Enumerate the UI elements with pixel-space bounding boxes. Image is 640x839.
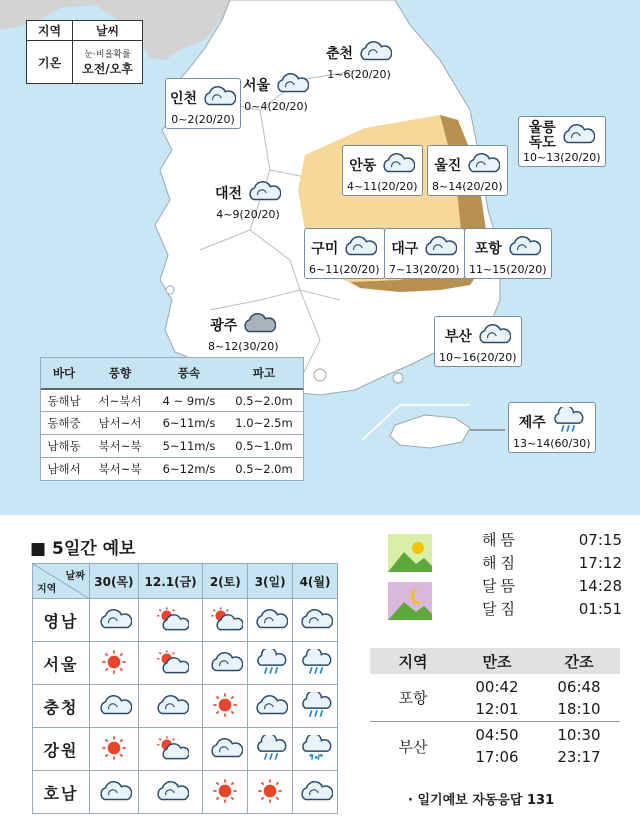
sea-row (41, 388, 303, 411)
forecast-cell (293, 599, 338, 642)
city-name: 부산 (444, 329, 472, 345)
forecast-row (33, 771, 338, 814)
tide-high-time: 04:50 (475, 726, 519, 744)
astro-panel (386, 528, 626, 620)
sea-cell: 남해서 (47, 462, 81, 476)
city-name: 제주 (518, 415, 546, 431)
forecast-cell (138, 599, 203, 642)
sun-landscape-icon (388, 534, 432, 572)
sea-cell: 남해동 (47, 439, 81, 453)
forecast-corner (33, 564, 90, 599)
cloudy-icon (252, 621, 288, 635)
cloudy-icon (341, 233, 377, 263)
sea-cell: 4 ~ 9m/s (162, 393, 216, 408)
forecast-cell (90, 642, 139, 685)
city-temp-range: 13~14 (513, 437, 551, 450)
island (393, 373, 403, 383)
astro-label: 달짐 (482, 600, 519, 618)
sea-cell: 동해남 (47, 393, 81, 408)
cloudy-icon (464, 150, 500, 180)
city-gwangju (208, 310, 279, 353)
tide-header (370, 648, 620, 674)
sea-cell: 1.0~2.5m (235, 416, 293, 430)
forecast-day-header: 4(월) (293, 564, 338, 599)
legend-weather-label: 날씨 (95, 24, 120, 38)
cloudy-icon (153, 707, 189, 721)
forecast-day-header: 3(일) (248, 564, 293, 599)
cloudy-icon (96, 621, 132, 635)
island (166, 286, 174, 294)
partly-sunny-icon (153, 621, 189, 635)
city-name-line: 독도 (528, 135, 556, 151)
cloudy-icon (200, 83, 236, 113)
city-temp (326, 68, 392, 81)
city-precip-prob: (20/20) (560, 151, 601, 164)
rain-icon (549, 407, 585, 437)
cloudy-icon (475, 321, 511, 351)
sea-row (41, 411, 303, 434)
forecast-cell (248, 685, 293, 728)
sea-cell: 0.5~2.0m (235, 393, 293, 408)
city-name: 울진 (434, 158, 462, 174)
city-precip-prob: (20/20) (339, 263, 380, 276)
forecast-table (32, 563, 338, 814)
forecast-cell (293, 771, 338, 814)
city-temp (208, 340, 279, 353)
forecast-title-text: 5일간 예보 (51, 539, 136, 559)
city-name: 포항 (474, 241, 502, 257)
sunny-icon (207, 707, 243, 721)
astro-label: 해짐 (482, 554, 519, 572)
cloudy-icon (96, 793, 132, 807)
sea-header-speed: 풍속 (177, 366, 201, 380)
city-temp-range: 6~11 (309, 263, 340, 276)
forecast-cell (90, 599, 139, 642)
cloudy-icon (273, 70, 309, 100)
city-ulleung (518, 116, 606, 167)
cloudy-icon (207, 664, 243, 678)
snow-icon (297, 750, 333, 764)
cloudy-icon (421, 233, 457, 263)
corner-region-label: 지역 (37, 584, 57, 595)
city-name (529, 121, 556, 151)
sea-cell: 0.5~2.0m (235, 462, 293, 476)
sea-cell: 북서~북 (98, 439, 142, 453)
forecast-region: 충청 (33, 685, 90, 728)
city-seoul (243, 70, 309, 113)
city-temp-range: 0~4 (244, 100, 268, 113)
tide-region: 부산 (398, 737, 428, 756)
forecast-region: 영남 (33, 599, 90, 642)
city-temp (170, 113, 236, 126)
city-temp (215, 208, 281, 221)
city-temp-range: 7~13 (389, 263, 420, 276)
city-name-line: 울릉 (528, 120, 556, 136)
city-temp (523, 151, 601, 164)
cloudy-icon (559, 121, 595, 151)
city-name: 대구 (391, 241, 419, 257)
city-temp (469, 263, 547, 276)
map-legend (26, 20, 143, 84)
forecast-cell (293, 685, 338, 728)
forecast-cell (90, 771, 139, 814)
city-temp-range: 8~12 (208, 340, 239, 353)
forecast-cell (248, 642, 293, 685)
city-pohang (464, 228, 552, 279)
forecast-day-header: 30(목) (90, 564, 139, 599)
city-name: 인천 (170, 91, 198, 107)
forecast-cell (138, 728, 203, 771)
tide-table (370, 648, 620, 770)
cloudy-icon (356, 38, 392, 68)
tide-low-time: 10:30 (557, 726, 601, 744)
forecast-cell (203, 685, 248, 728)
astro-value: 17:12 (578, 553, 622, 572)
forecast-cell (293, 642, 338, 685)
forecast-region: 서울 (33, 642, 90, 685)
cloudy-icon (297, 621, 333, 635)
city-precip-prob: (60/30) (550, 437, 591, 450)
city-precip-prob: (20/20) (350, 68, 391, 81)
partly-sunny-icon (153, 664, 189, 678)
partly-sunny-icon (207, 621, 243, 635)
city-daegu (384, 228, 465, 279)
city-busan (434, 316, 522, 367)
tide-high-time: 00:42 (475, 677, 519, 696)
footer-hotline: · 일기예보 자동응답 131 (408, 793, 555, 808)
moon-landscape-icon (388, 582, 432, 620)
city-temp (432, 180, 503, 193)
city-uljin (427, 145, 508, 196)
city-temp (513, 437, 591, 450)
forecast-cell (90, 685, 139, 728)
city-temp (389, 263, 460, 276)
sunny-icon (207, 793, 243, 807)
city-name: 광주 (210, 318, 238, 334)
tide-header-low: 간조 (564, 652, 594, 671)
city-temp-range: 10~16 (439, 351, 477, 364)
legend-temp-label: 기온 (27, 41, 73, 83)
rain-icon (252, 750, 288, 764)
legend-region-label: 지역 (27, 21, 73, 40)
tide-high-time: 17:06 (475, 748, 519, 766)
cloudy-icon (153, 793, 189, 807)
city-temp-range: 11~15 (469, 263, 507, 276)
city-precip-prob: (20/20) (194, 113, 235, 126)
city-temp-range: 0~2 (171, 113, 195, 126)
city-incheon (165, 78, 241, 129)
city-precip-prob: (20/20) (462, 180, 503, 193)
cloudy-icon (379, 150, 415, 180)
city-gumi (304, 228, 385, 279)
forecast-day-header: 2(토) (203, 564, 248, 599)
forecast-cell (248, 728, 293, 771)
sea-cell: 0.5~1.0m (235, 439, 293, 453)
forecast-header-row (33, 564, 338, 599)
legend-precip-label: 눈·비올확률 (84, 50, 131, 60)
rain-icon (297, 707, 333, 721)
city-precip-prob: (30/20) (238, 340, 279, 353)
cloudy-icon (252, 707, 288, 721)
forecast-region: 강원 (33, 728, 90, 771)
city-name: 대전 (215, 186, 243, 202)
tide-low-time: 06:48 (557, 677, 601, 696)
rain-icon (297, 664, 333, 678)
city-temp-range: 1~6 (327, 68, 351, 81)
city-temp (309, 263, 380, 276)
forecast-cell (138, 642, 203, 685)
forecast-cell (203, 599, 248, 642)
forecast-cell (293, 728, 338, 771)
city-precip-prob: (20/20) (239, 208, 280, 221)
forecast-cell (90, 728, 139, 771)
sea-cell: 5~11m/s (162, 439, 216, 453)
astro-value: 01:51 (578, 599, 622, 618)
forecast-title: ■ 5일간 예보 (30, 539, 136, 559)
city-chuncheon (326, 38, 392, 81)
rain-icon (252, 664, 288, 678)
city-jeju (508, 402, 596, 453)
city-temp (243, 100, 309, 113)
astro-value: 14:28 (578, 576, 622, 595)
tide-low-time: 18:10 (557, 699, 601, 718)
cloudy-icon (297, 793, 333, 807)
sea-table-header (41, 358, 303, 388)
legend-ampm-label: 오전/오후 (82, 62, 133, 76)
corner-date-label: 날짜 (65, 571, 85, 582)
sea-row (41, 457, 303, 480)
city-name: 구미 (311, 241, 339, 257)
sea-cell: 남서~서 (98, 416, 142, 430)
forecast-region: 호남 (33, 771, 90, 814)
city-temp (439, 351, 517, 364)
sea-header-sea: 바다 (52, 366, 76, 380)
city-temp (347, 180, 418, 193)
cloudy-icon (505, 233, 541, 263)
sea-cell: 서~북서 (98, 393, 142, 408)
partly-sunny-icon (153, 750, 189, 764)
city-precip-prob: (20/20) (267, 100, 308, 113)
forecast-cell (138, 685, 203, 728)
astro-label: 해뜸 (482, 531, 519, 549)
forecast-day-header: 12.1(금) (138, 564, 203, 599)
sunny-icon (96, 750, 132, 764)
city-precip-prob: (20/20) (506, 263, 547, 276)
tide-low-time: 23:17 (557, 748, 601, 766)
sea-cell: 동해중 (47, 416, 81, 430)
city-precip-prob: (20/20) (377, 180, 418, 193)
island (314, 369, 326, 381)
sunny-icon (252, 793, 288, 807)
city-precip-prob: (20/20) (476, 351, 517, 364)
city-andong (342, 145, 423, 196)
city-temp-range: 8~14 (432, 180, 463, 193)
cloudy-icon (245, 178, 281, 208)
forecast-cell (248, 599, 293, 642)
sunny-icon (96, 664, 132, 678)
forecast-row (33, 685, 338, 728)
sea-cell: 북서~북 (98, 462, 142, 476)
tide-high-time: 12:01 (475, 699, 519, 718)
overcast-icon (240, 310, 276, 340)
astro-label: 달뜸 (482, 577, 519, 595)
city-precip-prob: (20/20) (419, 263, 460, 276)
city-temp-range: 4~11 (347, 180, 378, 193)
forecast-cell (138, 771, 203, 814)
sea-cell: 6~12m/s (162, 462, 216, 476)
astro-value: 07:15 (578, 530, 622, 549)
city-name: 춘천 (326, 46, 354, 62)
tide-row (370, 722, 620, 770)
city-name: 서울 (243, 78, 271, 94)
forecast-cell (203, 728, 248, 771)
forecast-cell (248, 771, 293, 814)
sea-header-wave: 파고 (252, 366, 276, 380)
jeju-island (390, 415, 470, 448)
forecast-row (33, 728, 338, 771)
forecast-cell (203, 642, 248, 685)
sea-row (41, 434, 303, 457)
city-daejeon (215, 178, 281, 221)
tide-region: 포항 (398, 689, 428, 707)
tide-header-region: 지역 (398, 652, 428, 671)
tide-header-high: 만조 (482, 652, 512, 671)
tide-row (370, 674, 620, 722)
sea-table (40, 357, 304, 481)
city-name: 안동 (349, 158, 377, 174)
cloudy-icon (96, 707, 132, 721)
forecast-row (33, 599, 338, 642)
sea-cell: 6~11m/s (162, 416, 216, 430)
forecast-row (33, 642, 338, 685)
cloudy-icon (207, 750, 243, 764)
forecast-cell (203, 771, 248, 814)
city-temp-range: 4~9 (216, 208, 240, 221)
city-temp-range: 10~13 (523, 151, 561, 164)
sea-header-direction: 풍향 (108, 366, 132, 380)
